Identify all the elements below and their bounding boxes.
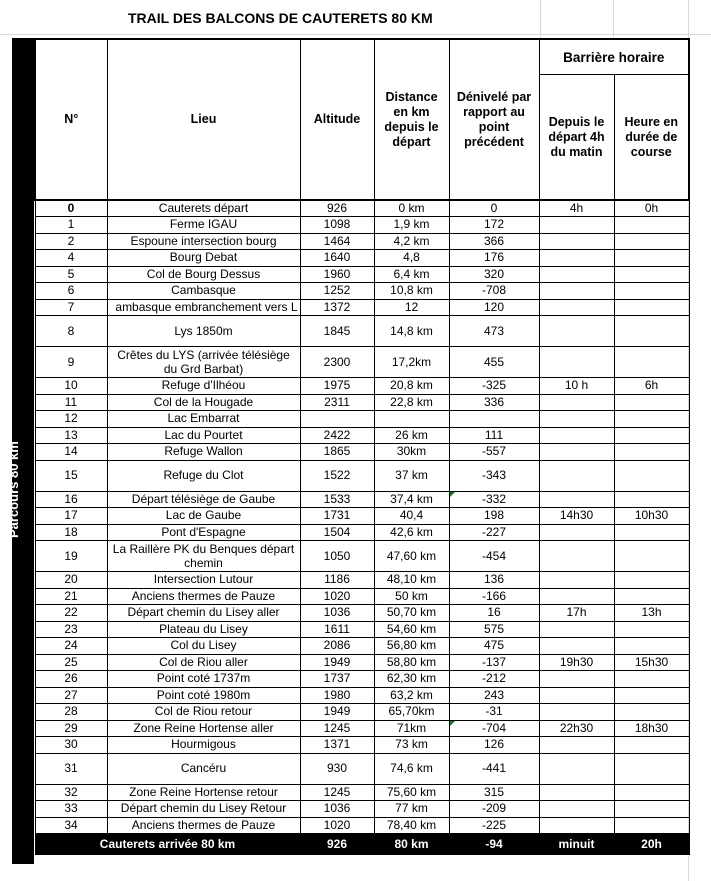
cell-depuis <box>539 316 614 347</box>
cell-lieu: Zone Reine Hortense aller <box>107 720 300 737</box>
table-row <box>35 720 689 737</box>
cell-distance: 50 km <box>374 588 449 605</box>
cell-altitude: 1975 <box>300 378 374 395</box>
cell-denivele: -166 <box>449 588 539 605</box>
cell-duree <box>614 444 689 461</box>
cell-altitude: 1464 <box>300 233 374 250</box>
cell-denivele: -225 <box>449 817 539 834</box>
cell-depuis <box>539 233 614 250</box>
cell-duree <box>614 491 689 508</box>
cell-distance: 50,70 km <box>374 605 449 622</box>
cell-lieu: Lac de Gaube <box>107 508 300 525</box>
table-row <box>35 200 689 217</box>
cell-distance: 47,60 km <box>374 541 449 572</box>
sheet-title: TRAIL DES BALCONS DE CAUTERETS 80 KM <box>128 10 433 26</box>
total-altitude: 926 <box>300 834 374 855</box>
cell-num: 22 <box>35 605 107 622</box>
cell-distance: 30km <box>374 444 449 461</box>
table-row <box>35 508 689 525</box>
cell-duree <box>614 394 689 411</box>
cell-num: 25 <box>35 654 107 671</box>
header-altitude: Altitude <box>300 39 374 200</box>
cell-denivele: -704 <box>449 720 539 737</box>
cell-denivele: 111 <box>449 427 539 444</box>
cell-num: 12 <box>35 411 107 428</box>
cell-num: 19 <box>35 541 107 572</box>
cell-num: 15 <box>35 460 107 491</box>
cell-altitude: 1020 <box>300 588 374 605</box>
table-row <box>35 299 689 316</box>
header-lieu: Lieu <box>107 39 300 200</box>
cell-num: 14 <box>35 444 107 461</box>
cell-num: 13 <box>35 427 107 444</box>
cell-distance: 42,6 km <box>374 524 449 541</box>
cell-lieu: Départ chemin du Lisey aller <box>107 605 300 622</box>
cell-denivele <box>449 411 539 428</box>
table-row <box>35 753 689 784</box>
cell-denivele: -441 <box>449 753 539 784</box>
cell-lieu: Col de Bourg Dessus <box>107 266 300 283</box>
table-row <box>35 801 689 818</box>
cell-altitude: 1504 <box>300 524 374 541</box>
cell-denivele: 126 <box>449 737 539 754</box>
table-row <box>35 411 689 428</box>
cell-duree: 10h30 <box>614 508 689 525</box>
side-bar <box>6 38 34 864</box>
cell-num: 8 <box>35 316 107 347</box>
cell-distance: 75,60 km <box>374 784 449 801</box>
cell-duree <box>614 541 689 572</box>
cell-num: 5 <box>35 266 107 283</box>
header-barriere: Barrière horaire <box>539 39 689 75</box>
gridline <box>540 0 541 38</box>
cell-distance: 56,80 km <box>374 638 449 655</box>
table-row <box>35 283 689 300</box>
gridline <box>613 0 614 38</box>
cell-depuis <box>539 524 614 541</box>
table-row <box>35 541 689 572</box>
table-row <box>35 394 689 411</box>
cell-lieu: Anciens thermes de Pauze <box>107 588 300 605</box>
total-depuis: minuit <box>539 834 614 855</box>
cell-distance: 74,6 km <box>374 753 449 784</box>
cell-denivele: -325 <box>449 378 539 395</box>
cell-depuis <box>539 250 614 267</box>
cell-denivele: -343 <box>449 460 539 491</box>
cell-depuis <box>539 299 614 316</box>
cell-depuis <box>539 588 614 605</box>
cell-duree <box>614 250 689 267</box>
cell-distance: 20,8 km <box>374 378 449 395</box>
cell-depuis <box>539 266 614 283</box>
cell-lieu: Cauterets départ <box>107 200 300 217</box>
cell-denivele: 455 <box>449 347 539 378</box>
side-label: Parcours 80 km <box>6 441 21 538</box>
cell-altitude: 1731 <box>300 508 374 525</box>
cell-lieu: Cambasque <box>107 283 300 300</box>
cell-duree <box>614 217 689 234</box>
table-row <box>35 784 689 801</box>
cell-depuis: 19h30 <box>539 654 614 671</box>
cell-denivele: 320 <box>449 266 539 283</box>
table-row <box>35 316 689 347</box>
table-row <box>35 427 689 444</box>
cell-lieu: Départ télésiège de Gaube <box>107 491 300 508</box>
cell-lieu: Bourg Debat <box>107 250 300 267</box>
cell-num: 23 <box>35 621 107 638</box>
cell-depuis: 22h30 <box>539 720 614 737</box>
cell-num: 29 <box>35 720 107 737</box>
cell-lieu: Refuge du Clot <box>107 460 300 491</box>
cell-distance <box>374 411 449 428</box>
cell-duree: 13h <box>614 605 689 622</box>
cell-denivele: 16 <box>449 605 539 622</box>
table-row <box>35 572 689 589</box>
cell-num: 11 <box>35 394 107 411</box>
total-denivele: -94 <box>449 834 539 855</box>
cell-depuis <box>539 572 614 589</box>
cell-altitude: 1371 <box>300 737 374 754</box>
cell-altitude: 1036 <box>300 605 374 622</box>
cell-duree <box>614 572 689 589</box>
cell-depuis <box>539 491 614 508</box>
cell-distance: 54,60 km <box>374 621 449 638</box>
cell-distance: 73 km <box>374 737 449 754</box>
cell-depuis <box>539 753 614 784</box>
cell-duree <box>614 411 689 428</box>
cell-duree <box>614 524 689 541</box>
cell-distance: 1,9 km <box>374 217 449 234</box>
total-lieu: Cauterets arrivée 80 km <box>35 834 300 855</box>
cell-altitude: 1036 <box>300 801 374 818</box>
table-body <box>35 200 689 855</box>
cell-depuis <box>539 817 614 834</box>
cell-denivele: 473 <box>449 316 539 347</box>
table-row <box>35 250 689 267</box>
cell-depuis: 10 h <box>539 378 614 395</box>
cell-duree <box>614 347 689 378</box>
cell-num: 30 <box>35 737 107 754</box>
cell-depuis <box>539 621 614 638</box>
total-distance: 80 km <box>374 834 449 855</box>
cell-denivele: 315 <box>449 784 539 801</box>
cell-duree: 0h <box>614 200 689 217</box>
cell-num: 17 <box>35 508 107 525</box>
cell-depuis <box>539 784 614 801</box>
cell-depuis <box>539 411 614 428</box>
cell-altitude: 1845 <box>300 316 374 347</box>
cell-lieu: ambasque embranchement vers L <box>107 299 300 316</box>
cell-distance: 65,70km <box>374 704 449 721</box>
cell-duree <box>614 299 689 316</box>
cell-num: 6 <box>35 283 107 300</box>
cell-altitude: 1640 <box>300 250 374 267</box>
cell-duree <box>614 621 689 638</box>
cell-lieu: Anciens thermes de Pauze <box>107 817 300 834</box>
cell-lieu: Pont d'Espagne <box>107 524 300 541</box>
cell-distance: 63,2 km <box>374 687 449 704</box>
cell-depuis <box>539 444 614 461</box>
comment-marker-icon <box>450 721 455 726</box>
cell-num: 27 <box>35 687 107 704</box>
cell-distance: 17,2km <box>374 347 449 378</box>
cell-lieu: Lys 1850m <box>107 316 300 347</box>
table-row <box>35 266 689 283</box>
cell-distance: 4,2 km <box>374 233 449 250</box>
cell-depuis <box>539 283 614 300</box>
cell-lieu: Plateau du Lisey <box>107 621 300 638</box>
cell-denivele: -332 <box>449 491 539 508</box>
cell-duree <box>614 638 689 655</box>
cell-distance: 10,8 km <box>374 283 449 300</box>
cell-depuis <box>539 541 614 572</box>
table-row <box>35 347 689 378</box>
cell-altitude <box>300 411 374 428</box>
cell-lieu: Col de la Hougade <box>107 394 300 411</box>
cell-altitude: 1252 <box>300 283 374 300</box>
cell-denivele: 475 <box>449 638 539 655</box>
cell-denivele: 136 <box>449 572 539 589</box>
cell-lieu: La Raillère PK du Benques départ chemin <box>107 541 300 572</box>
cell-distance: 12 <box>374 299 449 316</box>
cell-altitude: 1098 <box>300 217 374 234</box>
cell-num: 2 <box>35 233 107 250</box>
table-row <box>35 444 689 461</box>
cell-duree <box>614 460 689 491</box>
cell-duree: 18h30 <box>614 720 689 737</box>
header-distance: Distance en km depuis le départ <box>374 39 449 200</box>
cell-lieu: Point coté 1737m <box>107 671 300 688</box>
cell-altitude: 930 <box>300 753 374 784</box>
cell-distance: 78,40 km <box>374 817 449 834</box>
cell-lieu: Zone Reine Hortense retour <box>107 784 300 801</box>
cell-duree <box>614 737 689 754</box>
cell-lieu: Cancéru <box>107 753 300 784</box>
cell-duree <box>614 671 689 688</box>
cell-altitude: 1522 <box>300 460 374 491</box>
cell-distance: 77 km <box>374 801 449 818</box>
cell-denivele: 336 <box>449 394 539 411</box>
table-row <box>35 217 689 234</box>
cell-altitude: 926 <box>300 200 374 217</box>
cell-depuis <box>539 427 614 444</box>
cell-distance: 58,80 km <box>374 654 449 671</box>
cell-num: 1 <box>35 217 107 234</box>
cell-lieu: Refuge d'Ilhéou <box>107 378 300 395</box>
cell-depuis: 14h30 <box>539 508 614 525</box>
cell-lieu: Col du Lisey <box>107 638 300 655</box>
table-row <box>35 460 689 491</box>
cell-duree <box>614 817 689 834</box>
cell-num: 20 <box>35 572 107 589</box>
cell-denivele: 575 <box>449 621 539 638</box>
cell-distance: 37,4 km <box>374 491 449 508</box>
cell-altitude: 2311 <box>300 394 374 411</box>
header-num: N° <box>35 39 107 200</box>
cell-duree <box>614 283 689 300</box>
cell-distance: 0 km <box>374 200 449 217</box>
cell-altitude: 1533 <box>300 491 374 508</box>
cell-altitude: 1737 <box>300 671 374 688</box>
cell-denivele: -31 <box>449 704 539 721</box>
table-row <box>35 704 689 721</box>
cell-denivele: -137 <box>449 654 539 671</box>
cell-depuis <box>539 217 614 234</box>
cell-num: 10 <box>35 378 107 395</box>
cell-lieu: Lac du Pourtet <box>107 427 300 444</box>
cell-depuis <box>539 347 614 378</box>
cell-altitude: 1865 <box>300 444 374 461</box>
cell-altitude: 2086 <box>300 638 374 655</box>
cell-lieu: Hourmigous <box>107 737 300 754</box>
cell-num: 32 <box>35 784 107 801</box>
cell-num: 0 <box>35 200 107 217</box>
cell-lieu: Point coté 1980m <box>107 687 300 704</box>
total-duree: 20h <box>614 834 689 855</box>
cell-altitude: 1050 <box>300 541 374 572</box>
cell-depuis <box>539 801 614 818</box>
cell-num: 34 <box>35 817 107 834</box>
cell-lieu: Refuge Wallon <box>107 444 300 461</box>
cell-depuis <box>539 638 614 655</box>
cell-distance: 26 km <box>374 427 449 444</box>
cell-num: 9 <box>35 347 107 378</box>
cell-lieu: Espoune intersection bourg <box>107 233 300 250</box>
cell-num: 24 <box>35 638 107 655</box>
cell-num: 26 <box>35 671 107 688</box>
cell-altitude: 1949 <box>300 654 374 671</box>
cell-duree <box>614 266 689 283</box>
cell-distance: 62,30 km <box>374 671 449 688</box>
cell-num: 21 <box>35 588 107 605</box>
cell-num: 33 <box>35 801 107 818</box>
cell-altitude: 1245 <box>300 784 374 801</box>
cell-denivele: 172 <box>449 217 539 234</box>
table-row <box>35 378 689 395</box>
cell-altitude: 1245 <box>300 720 374 737</box>
table-row <box>35 671 689 688</box>
cell-duree: 15h30 <box>614 654 689 671</box>
cell-denivele: -227 <box>449 524 539 541</box>
cell-duree <box>614 801 689 818</box>
cell-duree: 6h <box>614 378 689 395</box>
cell-altitude: 1960 <box>300 266 374 283</box>
cell-denivele: -454 <box>449 541 539 572</box>
cell-depuis <box>539 460 614 491</box>
cell-lieu: Col de Riou aller <box>107 654 300 671</box>
cell-distance: 71km <box>374 720 449 737</box>
cell-duree <box>614 687 689 704</box>
cell-duree <box>614 233 689 250</box>
cell-altitude: 2300 <box>300 347 374 378</box>
cell-depuis <box>539 394 614 411</box>
table-row <box>35 491 689 508</box>
table-row <box>35 524 689 541</box>
cell-altitude: 1949 <box>300 704 374 721</box>
cell-distance: 37 km <box>374 460 449 491</box>
cell-altitude: 1372 <box>300 299 374 316</box>
cell-duree <box>614 316 689 347</box>
cell-denivele: 0 <box>449 200 539 217</box>
cell-distance: 6,4 km <box>374 266 449 283</box>
gridline <box>0 34 711 35</box>
header-denivele: Dénivelé par rapport au point précédent <box>449 39 539 200</box>
cell-distance: 48,10 km <box>374 572 449 589</box>
cell-distance: 40,4 <box>374 508 449 525</box>
cell-lieu: Lac Embarrat <box>107 411 300 428</box>
cell-num: 28 <box>35 704 107 721</box>
cell-altitude: 1980 <box>300 687 374 704</box>
header-depuis: Depuis le départ 4h du matin <box>539 75 614 201</box>
cell-denivele: -557 <box>449 444 539 461</box>
cell-distance: 22,8 km <box>374 394 449 411</box>
cell-num: 4 <box>35 250 107 267</box>
cell-denivele: -212 <box>449 671 539 688</box>
table-row <box>35 621 689 638</box>
table-row <box>35 654 689 671</box>
cell-denivele: -708 <box>449 283 539 300</box>
cell-depuis <box>539 704 614 721</box>
cell-duree <box>614 427 689 444</box>
cell-duree <box>614 704 689 721</box>
cell-altitude: 2422 <box>300 427 374 444</box>
cell-lieu: Départ chemin du Lisey Retour <box>107 801 300 818</box>
cell-lieu: Crêtes du LYS (arrivée télésiège du Grd Barbat) <box>107 347 300 378</box>
table-row <box>35 817 689 834</box>
cell-distance: 14,8 km <box>374 316 449 347</box>
total-row <box>35 834 689 855</box>
cell-depuis <box>539 737 614 754</box>
cell-duree <box>614 784 689 801</box>
cell-depuis <box>539 671 614 688</box>
table-row <box>35 687 689 704</box>
table-row <box>35 638 689 655</box>
cell-lieu: Col de Riou retour <box>107 704 300 721</box>
cell-denivele: -209 <box>449 801 539 818</box>
cell-num: 7 <box>35 299 107 316</box>
cell-altitude: 1020 <box>300 817 374 834</box>
cell-denivele: 243 <box>449 687 539 704</box>
cell-duree <box>614 753 689 784</box>
cell-depuis <box>539 687 614 704</box>
cell-denivele: 198 <box>449 508 539 525</box>
cell-depuis: 17h <box>539 605 614 622</box>
table-row <box>35 588 689 605</box>
cell-lieu: Ferme IGAU <box>107 217 300 234</box>
data-table <box>34 38 690 855</box>
cell-lieu: Intersection Lutour <box>107 572 300 589</box>
cell-distance: 4,8 <box>374 250 449 267</box>
cell-duree <box>614 588 689 605</box>
cell-altitude: 1611 <box>300 621 374 638</box>
cell-denivele: 366 <box>449 233 539 250</box>
cell-depuis: 4h <box>539 200 614 217</box>
cell-denivele: 120 <box>449 299 539 316</box>
table-row <box>35 233 689 250</box>
cell-num: 16 <box>35 491 107 508</box>
cell-denivele: 176 <box>449 250 539 267</box>
header-heure: Heure en durée de course <box>614 75 689 201</box>
table-row <box>35 605 689 622</box>
table-row <box>35 737 689 754</box>
cell-num: 31 <box>35 753 107 784</box>
comment-marker-icon <box>450 492 455 497</box>
cell-num: 18 <box>35 524 107 541</box>
cell-altitude: 1186 <box>300 572 374 589</box>
